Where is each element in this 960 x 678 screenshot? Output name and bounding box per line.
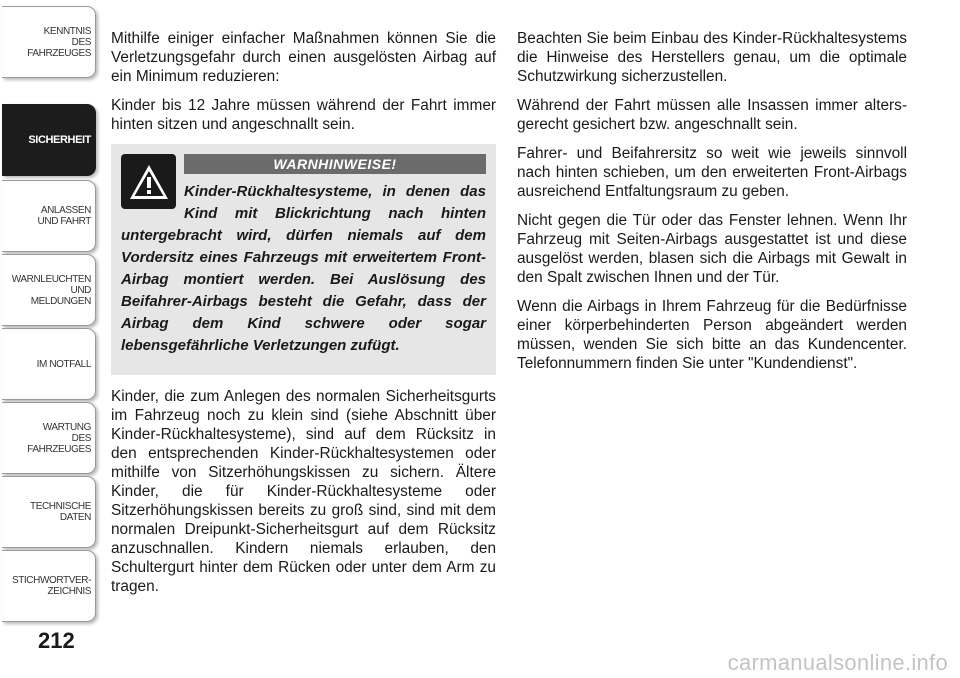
warning-title: WARNHINWEISE! (184, 154, 486, 174)
left-column (111, 29, 496, 606)
tab-im-notfall[interactable]: IM NOTFALL (2, 328, 96, 400)
paragraph: Mithilfe einiger einfacher Maßnahmen können Sie die Verletzungsgefahr durch einen ausgelösten Airbag auf ein Minimum reduzieren: (111, 30, 496, 85)
tab-wartung-des-fahrzeuges[interactable]: WARTUNG DES FAHRZEUGES (2, 402, 96, 474)
paragraph: Während der Fahrt müssen alle Insassen immer alters-gerecht gesichert bzw. angeschnallt sein. (517, 97, 907, 133)
page-number: 212 (38, 628, 75, 653)
warning-box (111, 144, 496, 375)
chapter-tabs (0, 0, 100, 678)
paragraph: Fahrer- und Beifahrersitz so weit wie jeweils sinnvoll nach hinten schieben, um den erweiterten Front-Airbags ausreichend Entfaltungsraum zu geben. (517, 145, 907, 200)
tab-technische-daten[interactable]: TECHNISCHE DATEN (2, 476, 96, 548)
tab-stichwortverzeichnis[interactable]: STICHWORTVER- ZEICHNIS (2, 550, 96, 622)
paragraph: Kinder, die zum Anlegen des normalen Sicherheitsgurts im Fahrzeug noch zu klein sind (siehe Abschnitt über Kinder-Rückhaltesysteme), sind auf dem Rücksitz in den entsprechenden Kinder-Rückhaltesystemen oder mithilfe von Sitzerhöhungskissen zu sichern. Ältere Kinder, die für Kinder-Rückhaltesysteme oder Sitzerhöhungskissen bereits zu groß sind, sind mit dem normalen Dreipunkt-Sicherheitsgurt auf dem Rücksitz anzuschnallen. Kindern niemals erlauben, den Schultergurt hinter dem Rücken oder unter dem Arm zu tragen. (111, 388, 496, 595)
paragraph: Wenn die Airbags in Ihrem Fahrzeug für die Bedürfnisse einer körperbehinderten Person abgeändert werden müssen, wenden Sie sich bitte an das Kundencenter. Telefonnummern finden Sie unter "Kundendienst". (517, 298, 907, 372)
right-column (517, 29, 907, 383)
tab-anlassen-und-fahrt[interactable]: ANLASSEN UND FAHRT (2, 180, 96, 252)
warning-triangle-icon (121, 154, 176, 209)
paragraph: Nicht gegen die Tür oder das Fenster lehnen. Wenn Ihr Fahrzeug mit Seiten-Airbags ausgestattet ist und diese ausgelöst werden, blasen sich die Airbags mit Gewalt in den Spalt zwischen Ihnen und der Tür. (517, 212, 907, 286)
watermark: carmanualsonline.info (727, 650, 948, 675)
tab-warnleuchten-und-meldungen[interactable]: WARNLEUCHTEN UND MELDUNGEN (2, 254, 96, 326)
tab-kenntnis-des-fahrzeuges[interactable]: KENNTNIS DES FAHRZEUGES (2, 6, 96, 78)
warning-text: Kinder-Rückhaltesysteme, in denen das Kind mit Blickrichtung nach hinten untergebracht wird, dürfen niemals auf dem Vordersitz eines Fahrzeugs mit erweitertem Front-Airbag montiert werden. Bei Auslösung des Beifahrer-Airbags besteht die Gefahr, dass der Airbag dem Kind schwere oder sogar lebensgefährliche Verletzungen zufügt. (121, 183, 486, 354)
paragraph: Kinder bis 12 Jahre müssen während der Fahrt immer hinten sitzen und angeschnallt sein. (111, 97, 496, 133)
tab-sicherheit[interactable]: SICHERHEIT (2, 104, 96, 176)
paragraph: Beachten Sie beim Einbau des Kinder-Rückhaltesystems die Hinweise des Herstellers genau, um die optimale Schutzwirkung sicherzustellen. (517, 30, 907, 85)
